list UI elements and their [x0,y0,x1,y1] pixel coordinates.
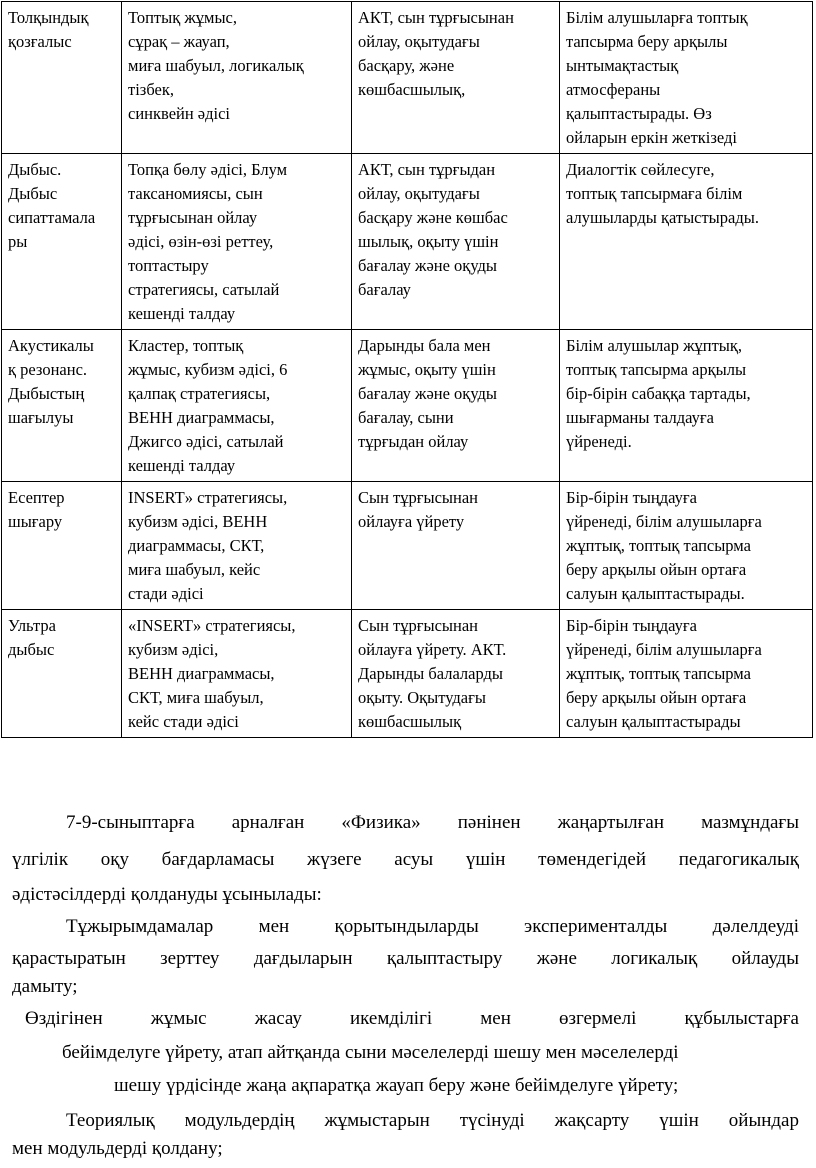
cell-line: Сын тұрғысынан [358,488,479,507]
paragraph-1-line-1: 7-9-сыныптарға арналған «Физика» пәнінен жаңартылған мазмұндағы [66,812,799,833]
outcome-cell [560,610,813,738]
cell-line: ВЕНН диаграммасы, [128,664,275,683]
cell-line: атмосфераны [566,80,661,99]
cell-line: Кластер, топтық [128,336,244,355]
cell-line: ойлауға үйрету. АКТ. [358,640,507,659]
cell-line: шығару [8,512,63,531]
cell-line: Бір-бірін тыңдауға [566,616,697,635]
cell-line: үйренеді. [566,432,632,451]
cell-line: СКТ, миға шабуыл, [128,688,264,707]
skills-cell [352,2,560,154]
topic-cell [2,2,122,154]
cell-line: ры [8,232,28,251]
cell-line: Білім алушылар жұптық, [566,336,743,355]
cell-line: Дыбыстың [8,384,85,403]
paragraph-3-line-2: бейімделуге үйрету, атап айтқанда сыни мәселелерді шешу мен мәселелерді [62,1042,679,1063]
cell-line: шағылуы [8,408,74,427]
cell-line: АКТ, сын тұрғыдан [358,160,496,179]
cell-line: Ультра [8,616,56,635]
paragraph-3-line-3: шешу үрдісінде жаңа ақпаратқа жауап беру және бейімделуге үйрету; [114,1075,679,1096]
skills-cell [352,154,560,330]
methods-cell [122,482,352,610]
cell-line: басқару және көшбас [358,208,508,227]
cell-line: тұрғысынан ойлау [128,208,258,227]
table-row [2,154,813,330]
cell-line: Сын тұрғысынан [358,616,479,635]
cell-line: Білім алушыларға топтық [566,8,748,27]
cell-line: миға шабуыл, кейс [128,560,261,579]
methods-cell [122,610,352,738]
cell-line: беру арқылы ойын ортаға [566,560,747,579]
paragraph-2-line-1: Тұжырымдамалар мен қорытындыларды эксперименталды дәлелдеуді [66,916,799,937]
cell-line: басқару, және [358,56,455,75]
cell-line: Топқа бөлу әдісі, Блум [128,160,288,179]
skills-cell [352,610,560,738]
cell-line: Диалогтік сөйлесуге, [566,160,715,179]
paragraph-2-line-3: дамыту; [12,976,78,997]
table-row [2,482,813,610]
cell-line: стратегиясы, сатылай [128,280,280,299]
cell-line: бағалау және оқуды [358,384,498,403]
cell-line: салуын қалыптастырады [566,712,741,731]
skills-cell [352,482,560,610]
cell-line: беру арқылы ойын ортаға [566,688,747,707]
paragraph-4-line-1: Теориялық модульдердің жұмыстарын түсінуді жақсарту үшін ойындар [66,1110,799,1131]
cell-line: Дарынды балаларды [358,664,503,683]
cell-line: сұрақ – жауап, [128,32,230,51]
paragraph-1-line-2: үлгілік оқу бағдарламасы жүзеге асуы үшін төмендегідей педагогикалық [12,849,799,870]
cell-line: кубизм әдісі, [128,640,219,659]
cell-line: топтық тапсырма арқылы [566,360,747,379]
topic-cell [2,610,122,738]
cell-line: топтық тапсырмаға білім [566,184,743,203]
methods-cell [122,330,352,482]
paragraph-4-line-2: мен модульдерді қолдану; [12,1138,223,1159]
outcome-cell [560,2,813,154]
cell-line: кешенді талдау [128,456,236,475]
cell-line: «INSERT» стратегиясы, [128,616,296,635]
cell-line: АКТ, сын тұрғысынан [358,8,514,27]
topic-cell [2,330,122,482]
cell-line: бір-бірін сабаққа тартады, [566,384,751,403]
table-row [2,2,813,154]
skills-cell [352,330,560,482]
cell-line: Есептер [8,488,65,507]
cell-line: INSERT» стратегиясы, [128,488,288,507]
methods-table [1,1,813,738]
cell-line: ойларын еркін жеткізеді [566,128,737,147]
cell-line: оқыту. Оқытудағы [358,688,486,707]
table-row [2,330,813,482]
cell-line: қ резонанс. [8,360,88,379]
cell-line: Дыбыс. [8,160,62,179]
cell-line: шылық, оқыту үшін [358,232,499,251]
cell-line: жұмыс, кубизм әдісі, 6 [128,360,288,379]
cell-line: миға шабуыл, логикалық [128,56,304,75]
cell-line: көшбасшылық, [358,80,466,99]
cell-line: тізбек, [128,80,174,99]
outcome-cell [560,482,813,610]
cell-line: синквейн әдісі [128,104,231,123]
cell-line: стади әдісі [128,584,204,603]
cell-line: Топтық жұмыс, [128,8,237,27]
cell-line: салуын қалыптастырады. [566,584,745,603]
cell-line: үйренеді, білім алушыларға [566,512,762,531]
cell-line: сипаттамала [8,208,96,227]
cell-line: диаграммасы, СКТ, [128,536,265,555]
cell-line: ынтымақтастық [566,56,679,75]
cell-line: таксаномиясы, сын [128,184,263,203]
cell-line: қозғалыс [8,32,72,51]
cell-line: әдісі, өзін-өзі реттеу, [128,232,274,251]
cell-line: үйренеді, білім алушыларға [566,640,762,659]
cell-line: ойлау, оқытудағы [358,184,480,203]
cell-line: ВЕНН диаграммасы, [128,408,275,427]
table-row [2,610,813,738]
cell-line: Дыбыс [8,184,58,203]
outcome-cell [560,330,813,482]
cell-line: дыбыс [8,640,55,659]
paragraph-2-line-2: қарастыратын зерттеу дағдыларын қалыптастыру және логикалық ойлауды [12,948,799,969]
cell-line: кейс стади әдісі [128,712,239,731]
cell-line: кубизм әдісі, ВЕНН [128,512,268,531]
paragraph-1-line-3: әдістәсілдерді қолдануды ұсынылады: [12,884,322,905]
cell-line: ойлауға үйрету [358,512,465,531]
cell-line: кешенді талдау [128,304,236,323]
cell-line: тұрғыдан ойлау [358,432,469,451]
cell-line: Бір-бірін тыңдауға [566,488,697,507]
cell-line: бағалау [358,280,411,299]
cell-line: шығарманы талдауға [566,408,714,427]
cell-line: жұптық, топтық тапсырма [566,664,751,683]
topic-cell [2,482,122,610]
cell-line: қалыптастырады. Өз [566,104,712,123]
methods-cell [122,2,352,154]
cell-line: бағалау және оқуды [358,256,498,275]
topic-cell [2,154,122,330]
cell-line: қалпақ стратегиясы, [128,384,271,403]
cell-line: Акустикалы [8,336,94,355]
cell-line: Джигсо әдісі, сатылай [128,432,284,451]
paragraph-3-line-1: Өздігінен жұмыс жасау икемділігі мен өзгермелі құбылыстарға [25,1008,799,1029]
cell-line: Толқындық [8,8,89,27]
cell-line: топтастыру [128,256,209,275]
cell-line: Дарынды бала мен [358,336,491,355]
outcome-cell [560,154,813,330]
cell-line: алушыларды қатыстырады. [566,208,759,227]
cell-line: жұмыс, оқыту үшін [358,360,496,379]
cell-line: ойлау, оқытудағы [358,32,480,51]
cell-line: жұптық, топтық тапсырма [566,536,751,555]
methods-cell [122,154,352,330]
cell-line: көшбасшылық [358,712,462,731]
cell-line: бағалау, сыни [358,408,454,427]
cell-line: тапсырма беру арқылы [566,32,728,51]
